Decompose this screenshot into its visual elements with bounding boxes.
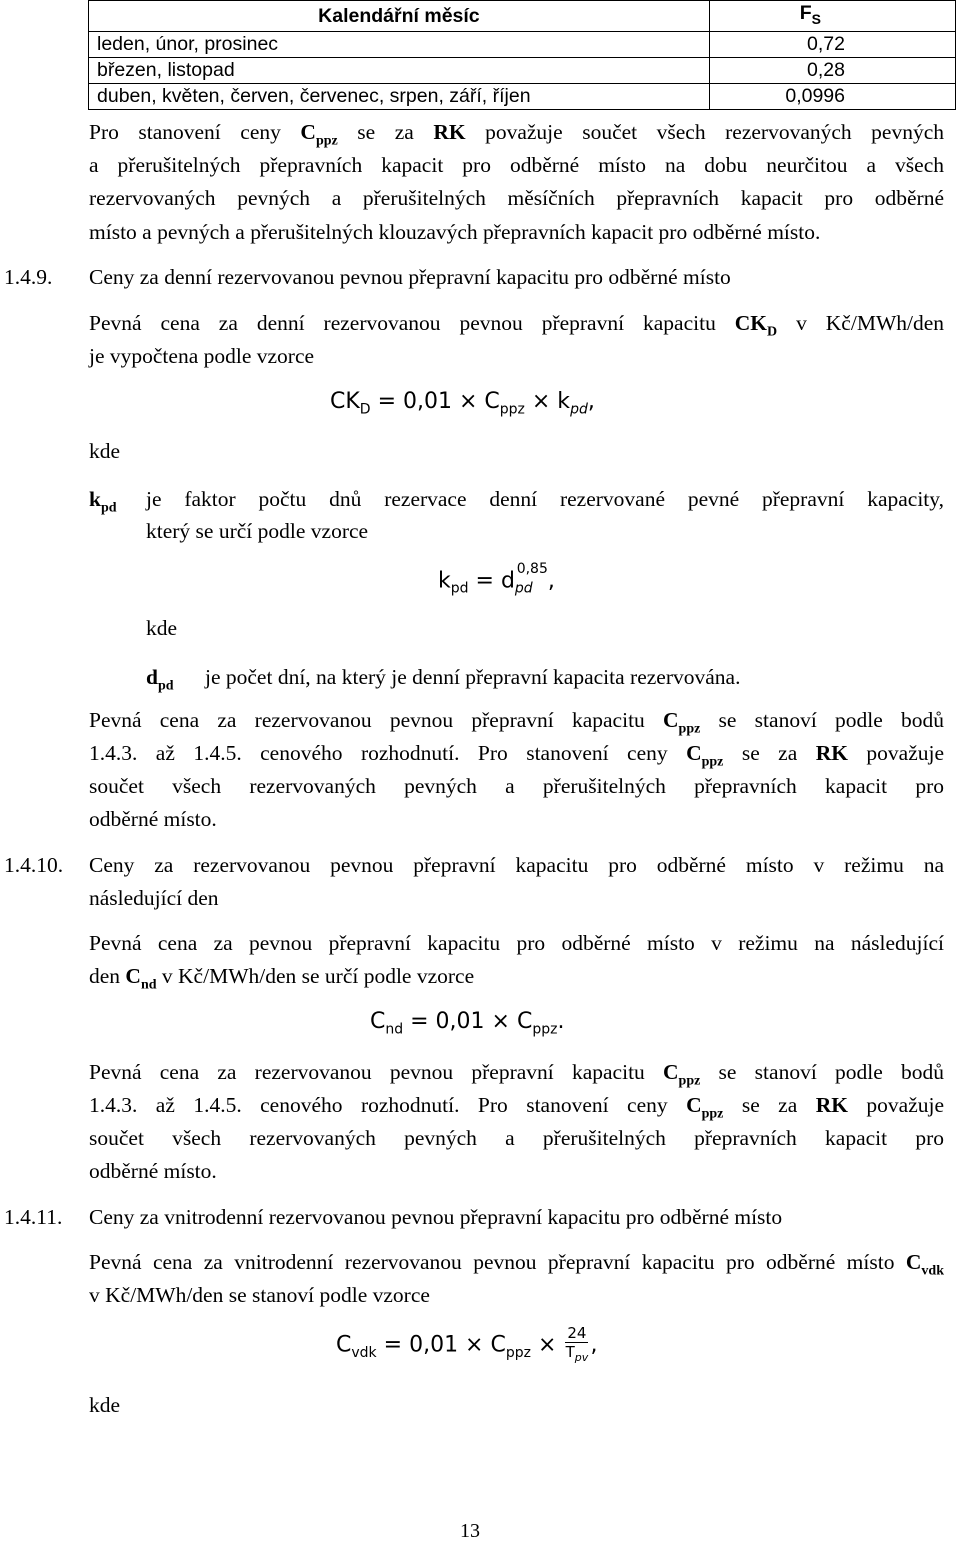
symbol-sub: ppz xyxy=(499,401,525,418)
symbol-c: C xyxy=(686,741,702,765)
symbol-sub: ppz xyxy=(315,133,338,149)
symbol-sub: pd xyxy=(570,401,588,418)
paragraph-line: odběrné místo. xyxy=(89,807,217,831)
header-fs xyxy=(709,1,955,32)
symbol-c: C xyxy=(663,708,679,732)
paragraph-line xyxy=(89,1060,944,1089)
symbol-sub: ppz xyxy=(701,1106,724,1122)
header-fs-sub: S xyxy=(811,10,821,27)
fraction xyxy=(565,1324,588,1367)
text: považuje součet všech rezervovaných pevných xyxy=(465,120,945,144)
paragraph-line: součet všech rezervovaných pevných a přerušitelných přepravních kapacit pro xyxy=(89,1126,944,1150)
text: × xyxy=(530,1332,564,1358)
definition-line: je faktor počtu dnů rezervace denní rezervované pevné přepravní kapacity, xyxy=(146,487,944,511)
term-kpd xyxy=(89,487,117,516)
header-fs-letter: F xyxy=(799,2,812,24)
text: k xyxy=(438,568,451,594)
paragraph-line: a přerušitelných přepravních kapacit pro odběrné místo na dobu neurčitou a všech xyxy=(89,153,944,177)
text: , xyxy=(587,389,595,414)
symbol-sub: nd xyxy=(385,1021,404,1038)
text: , xyxy=(547,568,555,594)
symbol-sub: ppz xyxy=(532,1021,558,1038)
symbol-sub: vdk xyxy=(351,1344,377,1361)
symbol-rk: RK xyxy=(815,741,848,765)
paragraph-line xyxy=(89,741,944,770)
text: v Kč/MWh/den se určí podle vzorce xyxy=(156,964,475,988)
section-title: Ceny za vnitrodenní rezervovanou pevnou přepravní kapacitu pro odběrné místo xyxy=(89,1205,783,1229)
table-cell-value: 0,0996 xyxy=(709,83,955,109)
paragraph-line: odběrné místo. xyxy=(89,1159,217,1183)
text: C xyxy=(336,1332,352,1358)
symbol-c: C xyxy=(905,1250,922,1274)
fs-table xyxy=(88,0,956,110)
table-cell-month: březen, listopad xyxy=(89,57,710,83)
fraction-denominator xyxy=(565,1343,588,1367)
text: Pevná cena za rezervovanou pevnou přepravní kapacitu xyxy=(89,1060,664,1084)
section-number: 1.4.9. xyxy=(4,265,53,289)
text: považuje xyxy=(847,1093,945,1117)
paragraph-line xyxy=(89,1093,944,1122)
section-title: Ceny za denní rezervovanou pevnou přepravní kapacitu pro odběrné místo xyxy=(89,265,731,289)
symbol-sub: ppz xyxy=(505,1344,531,1361)
table-header-row xyxy=(89,1,956,32)
formula-cnd xyxy=(370,1009,564,1037)
symbol-c: C xyxy=(125,964,141,988)
text: , xyxy=(590,1332,598,1358)
table-cell-value: 0,28 xyxy=(709,57,955,83)
symbol-sup: 0,85 xyxy=(516,561,548,577)
table-row xyxy=(89,83,956,109)
symbol-sub: pv xyxy=(574,1351,589,1364)
symbol-sub: D xyxy=(359,401,371,418)
paragraph-line: je vypočtena podle vzorce xyxy=(89,344,315,368)
symbol-sub: pd xyxy=(514,580,533,597)
text: . xyxy=(557,1009,565,1034)
symbol-c: C xyxy=(663,1060,679,1084)
paragraph-line: Pevná cena za pevnou přepravní kapacitu pro odběrné místo v režimu na následující xyxy=(89,931,944,955)
symbol-rk: RK xyxy=(433,120,466,144)
symbol-sub: ppz xyxy=(678,721,701,737)
text: se za xyxy=(723,1093,816,1117)
text: = d xyxy=(468,568,515,594)
paragraph-line xyxy=(89,708,944,737)
kde-label: kde xyxy=(146,616,178,640)
kde-label: kde xyxy=(89,439,121,463)
paragraph-line xyxy=(89,964,474,993)
text: Pro stanovení ceny xyxy=(89,120,301,144)
paragraph-line: součet všech rezervovaných pevných a přerušitelných přepravních kapacit pro xyxy=(89,774,944,798)
text: Pevná cena za rezervovanou pevnou přepravní kapacitu xyxy=(89,708,664,732)
text: × k xyxy=(524,389,571,414)
table-cell-month: duben, květen, červen, červenec, srpen, září, říjen xyxy=(89,83,710,109)
symbol-sub: vdk xyxy=(921,1263,944,1279)
text: považuje xyxy=(847,741,945,765)
symbol-k: k xyxy=(89,487,101,511)
section-number: 1.4.11. xyxy=(4,1205,63,1229)
symbol-sub: ppz xyxy=(701,754,724,770)
term-dpd xyxy=(146,665,174,694)
symbol-c: C xyxy=(300,120,316,144)
symbol-sub: nd xyxy=(140,977,157,993)
symbol-rk: RK xyxy=(815,1093,848,1117)
paragraph-line: rezervovaných pevných a přerušitelných měsíčních přepravních kapacit pro odběrné xyxy=(89,186,944,210)
section-title: následující den xyxy=(89,886,219,910)
symbol-sub: ppz xyxy=(678,1073,701,1089)
paragraph-line xyxy=(89,1250,944,1279)
symbol-sub: D xyxy=(767,324,778,340)
text: se za xyxy=(723,741,816,765)
text: T xyxy=(565,1343,575,1361)
text: den xyxy=(89,964,126,988)
text: Pevná cena za vnitrodenní rezervovanou pevnou přepravní kapacitu pro odběrné místo xyxy=(89,1250,906,1274)
text: 1.4.3. až 1.4.5. cenového rozhodnutí. Pro stanovení ceny xyxy=(89,741,687,765)
formula-ckd xyxy=(330,389,595,417)
section-title: Ceny za rezervovanou pevnou přepravní kapacitu pro odběrné místo v režimu na xyxy=(89,853,944,877)
definition-line: je počet dní, na který je denní přepravní kapacita rezervována. xyxy=(205,665,741,689)
text: Pevná cena za denní rezervovanou pevnou přepravní kapacitu xyxy=(89,311,735,335)
fraction-numerator: 24 xyxy=(567,1324,587,1342)
paragraph-line xyxy=(89,120,944,149)
symbol-c: C xyxy=(686,1093,702,1117)
definition-line: který se určí podle vzorce xyxy=(146,519,369,543)
text: se za xyxy=(337,120,434,144)
text: = 0,01 × C xyxy=(403,1009,533,1034)
paragraph-line: v Kč/MWh/den se stanoví podle vzorce xyxy=(89,1283,430,1307)
page-number: 13 xyxy=(460,1520,480,1542)
table-row xyxy=(89,57,956,83)
symbol-sub: pd xyxy=(157,678,174,694)
symbol-sub: pd xyxy=(450,580,469,597)
formula-cvdk xyxy=(336,1324,597,1367)
text: CK xyxy=(330,389,360,414)
text: se stanoví podle bodů xyxy=(700,1060,944,1084)
table-cell-month: leden, únor, prosinec xyxy=(89,31,710,57)
text: = 0,01 × C xyxy=(376,1332,506,1358)
text: C xyxy=(370,1009,386,1034)
symbol-sub: pd xyxy=(100,500,117,516)
text: v Kč/MWh/den xyxy=(777,311,945,335)
paragraph-line xyxy=(89,311,944,340)
symbol-ck: CK xyxy=(734,311,768,335)
formula-kpd xyxy=(438,561,555,597)
table-cell-value: 0,72 xyxy=(709,31,955,57)
text: 1.4.3. až 1.4.5. cenového rozhodnutí. Pro stanovení ceny xyxy=(89,1093,687,1117)
header-month: Kalendářní měsíc xyxy=(89,1,710,32)
section-number: 1.4.10. xyxy=(4,853,64,877)
symbol-d: d xyxy=(146,665,158,689)
text: = 0,01 × C xyxy=(370,389,500,414)
text: se stanoví podle bodů xyxy=(700,708,944,732)
table-row xyxy=(89,31,956,57)
paragraph-line: místo a pevných a přerušitelných klouzavých přepravních kapacit pro odběrné místo. xyxy=(89,220,821,244)
kde-label: kde xyxy=(89,1393,121,1417)
